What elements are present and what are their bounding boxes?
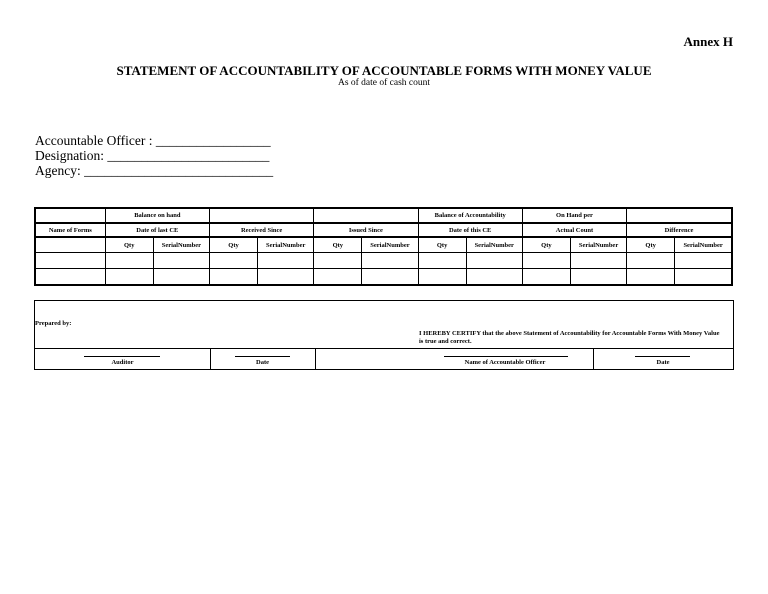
table-cell xyxy=(153,253,209,269)
serial-header: SerialNumber xyxy=(258,237,314,253)
table-cell xyxy=(362,269,418,286)
table-cell xyxy=(675,269,732,286)
table-cell xyxy=(35,269,105,286)
header-cell xyxy=(209,208,313,223)
table-row xyxy=(35,269,732,286)
table-cell xyxy=(362,253,418,269)
header-cell xyxy=(35,237,105,253)
officer-fields xyxy=(35,133,273,178)
officer-signature xyxy=(315,349,593,369)
table-cell xyxy=(627,269,675,286)
officer-date xyxy=(593,349,733,369)
table-cell xyxy=(35,253,105,269)
table-cell xyxy=(209,269,257,286)
table-row xyxy=(35,253,732,269)
header-received-since: Received Since xyxy=(209,223,313,237)
certification-text: I HEREBY CERTIFY that the above Statement of Accountability for Accountable Forms With Money Value is true and correct. xyxy=(419,330,720,345)
header-name-of-forms: Name of Forms xyxy=(35,223,105,237)
table-cell xyxy=(418,269,466,286)
header-balance-accountability: Balance of Accountability xyxy=(418,208,522,223)
table-cell xyxy=(570,253,626,269)
auditor-signature xyxy=(35,349,210,369)
auditor-date xyxy=(210,349,315,369)
header-cell xyxy=(627,208,732,223)
table-cell xyxy=(314,253,362,269)
table-cell xyxy=(522,269,570,286)
table-cell xyxy=(522,253,570,269)
date-label: Date xyxy=(656,359,670,366)
table-cell xyxy=(314,269,362,286)
qty-header: Qty xyxy=(314,237,362,253)
table-cell xyxy=(258,269,314,286)
signature-line xyxy=(235,356,290,357)
table-cell xyxy=(466,269,522,286)
signature-block xyxy=(34,300,734,370)
table-cell xyxy=(466,253,522,269)
serial-header: SerialNumber xyxy=(466,237,522,253)
qty-header: Qty xyxy=(522,237,570,253)
serial-header: SerialNumber xyxy=(362,237,418,253)
header-actual-count: Actual Count xyxy=(522,223,626,237)
agency-field: Agency: ____________________________ xyxy=(35,163,274,178)
table-cell xyxy=(675,253,732,269)
qty-header: Qty xyxy=(209,237,257,253)
officer-name-label: Name of Accountable Officer xyxy=(464,359,546,366)
signature-line xyxy=(444,356,568,357)
signature-row xyxy=(35,348,733,369)
serial-header: SerialNumber xyxy=(675,237,732,253)
header-date-this-ce: Date of this CE xyxy=(418,223,522,237)
header-date-last-ce: Date of last CE xyxy=(105,223,209,237)
page-subtitle: As of date of cash count xyxy=(337,78,431,88)
page-title: STATEMENT OF ACCOUNTABILITY OF ACCOUNTABLE FORMS WITH MONEY VALUE xyxy=(116,63,652,78)
qty-header: Qty xyxy=(105,237,153,253)
table-cell xyxy=(627,253,675,269)
signature-line xyxy=(635,356,690,357)
auditor-label: Auditor xyxy=(111,359,134,366)
qty-header: Qty xyxy=(627,237,675,253)
accountable-officer-field: Accountable Officer : _________________ xyxy=(35,133,271,148)
header-cell xyxy=(314,208,418,223)
qty-header: Qty xyxy=(418,237,466,253)
header-difference: Difference xyxy=(627,223,732,237)
designation-field: Designation: ________________________ xyxy=(35,148,270,163)
signature-line xyxy=(84,356,160,357)
serial-header: SerialNumber xyxy=(153,237,209,253)
table-cell xyxy=(258,253,314,269)
table-cell xyxy=(153,269,209,286)
header-cell xyxy=(35,208,105,223)
table-cell xyxy=(418,253,466,269)
prepared-by-label: Prepared by: xyxy=(35,320,72,327)
table-cell xyxy=(209,253,257,269)
header-on-hand-per: On Hand per xyxy=(522,208,626,223)
header-balance-on-hand: Balance on hand xyxy=(105,208,209,223)
table-cell xyxy=(570,269,626,286)
accountability-table xyxy=(34,207,733,286)
date-label: Date xyxy=(256,359,269,366)
table-cell xyxy=(105,253,153,269)
serial-header: SerialNumber xyxy=(570,237,626,253)
annex-label: Annex H xyxy=(683,34,733,49)
table-cell xyxy=(105,269,153,286)
header-issued-since: Issued Since xyxy=(314,223,418,237)
